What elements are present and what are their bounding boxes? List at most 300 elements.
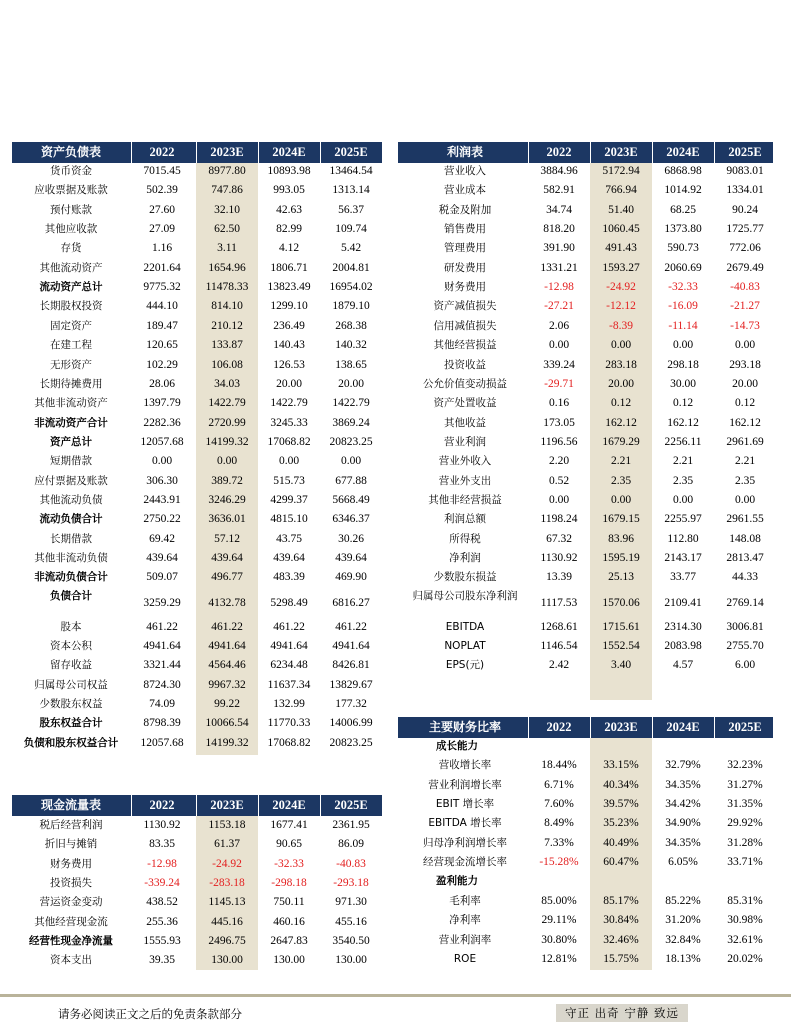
balance-cell: 12057.68 bbox=[140, 736, 184, 749]
income-cell: 1725.77 bbox=[726, 223, 764, 236]
ratios-cell: 6.05% bbox=[668, 856, 698, 869]
balance-cell: 9967.32 bbox=[208, 678, 246, 691]
ratios-row-label: EBIT 增长率 bbox=[435, 798, 495, 811]
balance-cell: 3636.01 bbox=[208, 513, 246, 526]
balance-cell: 14006.99 bbox=[329, 717, 373, 730]
balance-cell: 461.22 bbox=[211, 620, 243, 633]
income-cell: 1570.06 bbox=[602, 596, 640, 609]
income-cell: 2.21 bbox=[734, 455, 756, 468]
income-cell: 0.00 bbox=[734, 339, 756, 352]
cashflow-cell: 61.37 bbox=[214, 838, 240, 851]
balance-cell: 120.65 bbox=[146, 339, 178, 352]
cashflow-cell: 1555.93 bbox=[143, 935, 181, 948]
balance-row-label: 无形资产 bbox=[50, 358, 92, 371]
ratios-cell: 39.57% bbox=[603, 798, 639, 811]
balance-cell: 2282.36 bbox=[143, 416, 181, 429]
income-cell: 0.00 bbox=[610, 339, 632, 352]
balance-row-label: 长期待摊费用 bbox=[39, 377, 103, 390]
income-cell: 2255.97 bbox=[664, 513, 702, 526]
cashflow-title: 现金流量表 bbox=[40, 798, 101, 812]
ratios-row-label: 成长能力 bbox=[436, 740, 478, 752]
balance-cell: 20.00 bbox=[338, 377, 364, 390]
income-cell: 0.00 bbox=[672, 339, 694, 352]
ratios-cell: 8.49% bbox=[544, 817, 574, 830]
income-cell: 25.13 bbox=[608, 571, 634, 584]
income-cell: 2961.55 bbox=[726, 513, 764, 526]
balance-cell: 439.64 bbox=[211, 552, 243, 564]
cashflow-cell: 90.65 bbox=[276, 838, 302, 851]
cashflow-row-label: 其他经营现金流 bbox=[34, 915, 108, 928]
cashflow-cell: 83.35 bbox=[149, 838, 175, 851]
ratios-cell: 32.23% bbox=[727, 759, 763, 772]
balance-row-label: 负债合计 bbox=[50, 589, 92, 602]
ratios-cell bbox=[652, 872, 714, 891]
balance-row-label: 固定资产 bbox=[50, 319, 92, 332]
income-cell: 2109.41 bbox=[664, 596, 702, 609]
income-row-label: 公允价值变动损益 bbox=[423, 377, 507, 390]
balance-cell: 0.00 bbox=[340, 455, 362, 468]
cashflow-row-label: 财务费用 bbox=[50, 857, 92, 870]
balance-cell: 461.22 bbox=[273, 620, 305, 633]
income-cell: 162.12 bbox=[729, 416, 761, 429]
balance-cell: 1299.10 bbox=[270, 300, 308, 313]
income-cell: 1146.54 bbox=[540, 640, 578, 653]
balance-cell: 138.65 bbox=[335, 358, 367, 371]
balance-cell: 8426.81 bbox=[332, 659, 370, 672]
ratios-cell: 60.47% bbox=[603, 856, 639, 869]
income-cell: 1593.27 bbox=[602, 261, 640, 274]
cashflow-cell: 255.36 bbox=[146, 915, 178, 928]
ratios-cell bbox=[714, 737, 776, 756]
balance-cell: 6234.48 bbox=[270, 659, 308, 672]
income-cell: 20.00 bbox=[732, 377, 758, 390]
income-cell: 2083.98 bbox=[664, 640, 702, 653]
footer-divider bbox=[0, 994, 791, 997]
balance-cell: 2720.99 bbox=[208, 416, 246, 429]
income-cell: 2.35 bbox=[734, 474, 756, 487]
balance-cell: 28.06 bbox=[149, 377, 175, 390]
balance-cell: 17068.82 bbox=[267, 435, 311, 448]
income-row-label: 财务费用 bbox=[444, 281, 486, 294]
income-cell: 4.57 bbox=[672, 659, 694, 672]
cashflow-cell: 130.00 bbox=[211, 954, 243, 967]
ratios-cell: 30.80% bbox=[541, 933, 577, 946]
balance-cell: 2201.64 bbox=[143, 261, 181, 274]
balance-row-label: 资产总计 bbox=[50, 435, 92, 448]
income-cell: 162.12 bbox=[667, 416, 699, 429]
balance-cell: 1313.14 bbox=[332, 184, 370, 197]
ratios-row-label: 营收增长率 bbox=[438, 759, 492, 772]
income-cell: 2.06 bbox=[548, 319, 570, 332]
ratios-cell: 32.46% bbox=[603, 933, 639, 946]
balance-cell: 10066.54 bbox=[205, 717, 249, 730]
income-cell: 1198.24 bbox=[540, 513, 578, 526]
cashflow-cell: -298.18 bbox=[271, 877, 307, 890]
ratios-cell: 30.84% bbox=[603, 914, 639, 927]
ratios-cell: 31.35% bbox=[727, 798, 763, 811]
balance-cell: 993.05 bbox=[273, 184, 305, 197]
ratios-row-label: 归母净利润增长率 bbox=[423, 836, 507, 849]
ratios-cell: 31.28% bbox=[727, 836, 763, 849]
balance-column-header: 2025E bbox=[334, 145, 368, 159]
income-cell: 2.21 bbox=[672, 455, 694, 468]
balance-cell: 140.32 bbox=[335, 339, 367, 352]
income-cell: 582.91 bbox=[543, 184, 575, 197]
cashflow-cell: 130.00 bbox=[335, 954, 367, 967]
income-cell: 3884.96 bbox=[540, 165, 578, 177]
ratios-row-label: 营业利润率 bbox=[438, 933, 492, 946]
footer-motto: 守正 出奇 宁静 致远 bbox=[556, 1004, 688, 1022]
balance-cell: 4941.64 bbox=[143, 640, 181, 653]
balance-cell: 8798.39 bbox=[143, 717, 181, 730]
balance-cell: 20823.25 bbox=[329, 435, 373, 448]
balance-cell: 11770.33 bbox=[267, 717, 311, 730]
income-row-label: 营业利润 bbox=[444, 435, 486, 448]
balance-cell: 132.99 bbox=[273, 698, 305, 711]
ratios-cell: 35.23% bbox=[603, 817, 639, 830]
balance-cell: 3245.33 bbox=[270, 416, 308, 429]
income-cell: 83.96 bbox=[608, 532, 634, 545]
cashflow-cell: -32.33 bbox=[274, 857, 304, 870]
cashflow-row-label: 折旧与摊销 bbox=[44, 838, 98, 851]
balance-cell: 1806.71 bbox=[270, 261, 308, 274]
balance-cell: 189.47 bbox=[146, 319, 178, 332]
income-row-label: 利润总额 bbox=[444, 513, 486, 526]
balance-title: 资产负债表 bbox=[40, 145, 101, 159]
income-cell: -16.09 bbox=[668, 300, 698, 313]
balance-cell: 3869.24 bbox=[332, 416, 370, 429]
balance-cell: 236.49 bbox=[273, 319, 305, 332]
ratios-cell bbox=[652, 737, 714, 756]
balance-cell: 32.10 bbox=[214, 203, 240, 216]
balance-cell: 1397.79 bbox=[143, 397, 181, 410]
balance-cell: 4941.64 bbox=[270, 640, 308, 653]
balance-cell: 306.30 bbox=[146, 474, 178, 487]
ratios-row-label: ROE bbox=[453, 952, 477, 965]
ratios-row-label: 经营现金流增长率 bbox=[423, 856, 507, 869]
income-cell: -27.21 bbox=[544, 300, 574, 313]
balance-row-label: 应收票据及账款 bbox=[34, 184, 108, 197]
ratios-cell: 85.00% bbox=[541, 894, 577, 907]
ratios-cell: 29.11% bbox=[541, 914, 577, 927]
ratios-cell: 7.60% bbox=[544, 798, 574, 811]
ratios-cell: 34.42% bbox=[665, 798, 701, 811]
ratios-cell: 85.17% bbox=[603, 894, 639, 907]
cashflow-column-header: 2023E bbox=[210, 798, 244, 812]
ratios-cell: 6.71% bbox=[544, 778, 574, 791]
balance-column-header: 2024E bbox=[272, 145, 306, 159]
balance-cell: 9775.32 bbox=[143, 281, 181, 294]
balance-cell: 99.22 bbox=[214, 698, 240, 711]
cashflow-cell: -24.92 bbox=[212, 857, 242, 870]
balance-cell: 13829.67 bbox=[329, 678, 373, 691]
cashflow-cell: 86.09 bbox=[338, 838, 364, 851]
income-row-label: 投资收益 bbox=[444, 358, 486, 371]
income-cell: 0.52 bbox=[548, 474, 570, 487]
balance-row-label: 长期借款 bbox=[50, 532, 92, 545]
income-row-label: 营业外收入 bbox=[438, 455, 492, 468]
income-cell: -8.39 bbox=[609, 319, 633, 332]
income-cell: 1715.61 bbox=[602, 620, 640, 633]
cashflow-row-label: 投资损失 bbox=[50, 877, 92, 890]
income-cell: 20.00 bbox=[608, 377, 634, 390]
balance-cell: 677.88 bbox=[335, 474, 367, 487]
cashflow-cell: -12.98 bbox=[147, 857, 177, 870]
income-cell: -40.83 bbox=[730, 281, 760, 294]
income-cell: 2961.69 bbox=[726, 435, 764, 448]
income-cell: 44.33 bbox=[732, 571, 758, 584]
ratios-cell bbox=[528, 872, 590, 891]
balance-cell: 16954.02 bbox=[329, 281, 373, 294]
balance-column-header: 2023E bbox=[210, 145, 244, 159]
balance-cell: 13464.54 bbox=[329, 165, 373, 177]
balance-cell: 82.99 bbox=[276, 223, 302, 236]
balance-cell: 126.53 bbox=[273, 358, 305, 371]
income-column-header: 2024E bbox=[666, 145, 700, 159]
income-cell: -29.71 bbox=[544, 377, 574, 390]
balance-cell: 502.39 bbox=[146, 184, 178, 197]
income-cell: 1117.53 bbox=[540, 596, 578, 609]
ratios-title: 主要财务比率 bbox=[428, 720, 501, 734]
balance-cell: 3246.29 bbox=[208, 493, 246, 506]
balance-cell: 0.00 bbox=[278, 455, 300, 468]
income-cell: -11.14 bbox=[668, 319, 698, 332]
cashflow-row-label: 营运资金变动 bbox=[39, 896, 103, 909]
balance-cell: 814.10 bbox=[211, 300, 243, 313]
income-cell: 0.00 bbox=[734, 493, 756, 506]
income-cell: 173.05 bbox=[543, 416, 575, 429]
cashflow-cell: 1153.18 bbox=[208, 819, 246, 831]
balance-cell: 6346.37 bbox=[332, 513, 370, 526]
cashflow-cell: 438.52 bbox=[146, 896, 178, 909]
income-cell: 1268.61 bbox=[540, 620, 578, 633]
income-row-label: EBITDA bbox=[445, 620, 485, 633]
ratios-row-label: 盈利能力 bbox=[436, 875, 478, 888]
balance-row-label: 存货 bbox=[60, 242, 82, 255]
income-cell: 1595.19 bbox=[602, 552, 640, 564]
balance-cell: 1422.79 bbox=[208, 397, 246, 410]
balance-cell: 62.50 bbox=[214, 223, 240, 236]
income-cell: 13.39 bbox=[546, 571, 572, 584]
income-cell: 6.00 bbox=[734, 659, 756, 672]
ratios-cell: 34.90% bbox=[665, 817, 701, 830]
balance-row-label: 流动资产总计 bbox=[39, 281, 103, 294]
balance-row-label: 货币资金 bbox=[50, 165, 92, 177]
balance-cell: 4815.10 bbox=[270, 513, 308, 526]
ratios-cell: 33.71% bbox=[727, 856, 763, 869]
cashflow-column-header: 2022 bbox=[149, 798, 175, 812]
balance-cell: 1654.96 bbox=[208, 261, 246, 274]
balance-cell: 42.63 bbox=[276, 203, 302, 216]
income-cell: 1679.29 bbox=[602, 435, 640, 448]
income-cell: 34.74 bbox=[546, 203, 572, 216]
income-cell: 2143.17 bbox=[664, 552, 702, 564]
cashflow-cell: 2361.95 bbox=[332, 819, 370, 831]
balance-cell: 0.00 bbox=[151, 455, 173, 468]
ratios-cell: 33.15% bbox=[603, 759, 639, 772]
income-cell: 1130.92 bbox=[540, 552, 578, 564]
income-cell: 0.00 bbox=[610, 493, 632, 506]
balance-cell: 1422.79 bbox=[332, 397, 370, 410]
balance-cell: 389.72 bbox=[211, 474, 243, 487]
balance-row-label: 长期股权投资 bbox=[39, 300, 103, 313]
income-cell: 0.12 bbox=[610, 397, 632, 410]
income-cell: 0.00 bbox=[548, 493, 570, 506]
balance-row-label: 非流动负债合计 bbox=[34, 571, 108, 584]
income-cell: 2314.30 bbox=[664, 620, 702, 633]
income-cell: 283.18 bbox=[605, 358, 637, 371]
income-cell: 51.40 bbox=[608, 203, 634, 216]
ratios-cell bbox=[714, 872, 776, 891]
balance-cell: 469.90 bbox=[335, 571, 367, 584]
income-cell: 2256.11 bbox=[664, 435, 702, 448]
ratios-cell: 32.61% bbox=[727, 933, 763, 946]
cashflow-row-label: 资本支出 bbox=[50, 954, 92, 967]
cashflow-row-label: 经营性现金净流量 bbox=[29, 935, 113, 948]
ratios-cell: 32.84% bbox=[665, 933, 701, 946]
cashflow-cell: 1677.41 bbox=[270, 819, 308, 831]
balance-row-label: 其他应收款 bbox=[44, 223, 98, 236]
income-cell: 293.18 bbox=[729, 358, 761, 371]
balance-cell: 0.00 bbox=[216, 455, 238, 468]
balance-cell: 20.00 bbox=[276, 377, 302, 390]
income-cell: 339.24 bbox=[543, 358, 575, 371]
income-cell: 772.06 bbox=[729, 242, 761, 255]
income-cell: 90.24 bbox=[732, 203, 758, 216]
balance-cell: 3259.29 bbox=[143, 596, 181, 609]
balance-cell: 133.87 bbox=[211, 339, 243, 352]
balance-cell: 11637.34 bbox=[267, 678, 311, 691]
balance-row-label: 股本 bbox=[60, 620, 82, 633]
ratios-cell: 40.49% bbox=[603, 836, 639, 849]
balance-cell: 444.10 bbox=[146, 300, 178, 313]
balance-row-label: 流动负债合计 bbox=[39, 513, 103, 526]
balance-cell: 5.42 bbox=[340, 242, 362, 255]
balance-row-label: 少数股东权益 bbox=[39, 698, 103, 711]
balance-cell: 14199.32 bbox=[205, 736, 249, 749]
income-cell: 148.08 bbox=[729, 532, 761, 545]
balance-row-label: 留存收益 bbox=[50, 659, 92, 672]
income-cell: 0.12 bbox=[734, 397, 756, 410]
balance-cell: 515.73 bbox=[273, 474, 305, 487]
income-row-label: 管理费用 bbox=[444, 242, 486, 255]
income-row-label: 营业收入 bbox=[444, 165, 486, 177]
ratios-cell: 29.92% bbox=[727, 817, 763, 830]
cashflow-cell: -40.83 bbox=[336, 857, 366, 870]
income-cell: 2.21 bbox=[610, 455, 632, 468]
balance-cell: 6816.27 bbox=[332, 596, 370, 609]
balance-cell: 27.60 bbox=[149, 203, 175, 216]
footer-disclaimer: 请务必阅读正文之后的免责条款部分 bbox=[58, 1007, 242, 1021]
balance-cell: 210.12 bbox=[211, 319, 243, 332]
balance-cell: 109.74 bbox=[335, 223, 367, 236]
income-cell: 818.20 bbox=[543, 223, 575, 236]
balance-cell: 140.43 bbox=[273, 339, 305, 352]
cashflow-column-header: 2025E bbox=[334, 798, 368, 812]
income-cell: 112.80 bbox=[667, 532, 699, 545]
income-row-label: 资产处置收益 bbox=[433, 397, 497, 410]
balance-row-label: 其他非流动资产 bbox=[34, 397, 108, 410]
balance-cell: 20823.25 bbox=[329, 736, 373, 749]
income-cell: 491.43 bbox=[605, 242, 637, 255]
cashflow-cell: 2647.83 bbox=[270, 935, 308, 948]
ratios-cell: 85.31% bbox=[727, 894, 763, 907]
balance-cell: 3321.44 bbox=[143, 659, 181, 672]
income-cell: 3006.81 bbox=[726, 620, 764, 633]
income-column-header: 2025E bbox=[728, 145, 762, 159]
income-column-header: 2022 bbox=[546, 145, 572, 159]
income-row-label: 归属母公司股东净利润 bbox=[412, 589, 518, 602]
balance-column-header: 2022 bbox=[149, 145, 175, 159]
income-cell: 1060.45 bbox=[602, 223, 640, 236]
income-cell: 68.25 bbox=[670, 203, 696, 216]
cashflow-cell: 3540.50 bbox=[332, 935, 370, 948]
income-row-label: 税金及附加 bbox=[438, 203, 492, 216]
balance-cell: 10893.98 bbox=[267, 165, 311, 177]
income-cell: 6868.98 bbox=[664, 165, 702, 177]
cashflow-cell: 455.16 bbox=[335, 915, 367, 928]
ratios-cell: 18.44% bbox=[541, 759, 577, 772]
cashflow-cell: 445.16 bbox=[211, 915, 243, 928]
income-row-label: EPS(元) bbox=[445, 659, 485, 672]
cashflow-cell: -339.24 bbox=[144, 877, 180, 890]
income-cell: 1014.92 bbox=[664, 184, 702, 197]
income-title: 利润表 bbox=[446, 145, 483, 159]
balance-cell: 461.22 bbox=[335, 620, 367, 633]
ratios-cell: 15.75% bbox=[603, 952, 639, 965]
income-cell: 3.40 bbox=[610, 659, 632, 672]
balance-cell: 4941.64 bbox=[332, 640, 370, 653]
cashflow-column-header: 2024E bbox=[272, 798, 306, 812]
income-row-label: 营业外支出 bbox=[438, 474, 492, 487]
balance-row-label: 短期借款 bbox=[50, 455, 92, 468]
income-cell: 162.12 bbox=[605, 416, 637, 429]
income-row-label: 其他收益 bbox=[444, 416, 486, 429]
income-cell: 2769.14 bbox=[726, 596, 764, 609]
income-cell: 391.90 bbox=[543, 242, 575, 255]
balance-cell: 43.75 bbox=[276, 532, 302, 545]
balance-cell: 439.64 bbox=[273, 552, 305, 564]
balance-row-label: 在建工程 bbox=[50, 339, 92, 352]
balance-cell: 2443.91 bbox=[143, 493, 181, 506]
balance-cell: 2750.22 bbox=[143, 513, 181, 526]
balance-cell: 5668.49 bbox=[332, 493, 370, 506]
cashflow-cell: 130.00 bbox=[273, 954, 305, 967]
balance-cell: 496.77 bbox=[211, 571, 243, 584]
income-cell: 1679.15 bbox=[602, 513, 640, 526]
ratios-cell: 7.33% bbox=[544, 836, 574, 849]
balance-cell: 4132.78 bbox=[208, 596, 246, 609]
income-cell: 2060.69 bbox=[664, 261, 702, 274]
income-cell: 2679.49 bbox=[726, 261, 764, 274]
cashflow-cell: -283.18 bbox=[209, 877, 245, 890]
income-cell: 298.18 bbox=[667, 358, 699, 371]
income-row-label: 销售费用 bbox=[444, 223, 486, 236]
income-cell: -12.12 bbox=[606, 300, 636, 313]
ratios-cell: 32.79% bbox=[665, 759, 701, 772]
balance-cell: 2004.81 bbox=[332, 261, 370, 274]
income-cell: 1552.54 bbox=[602, 640, 640, 653]
cashflow-cell: 1130.92 bbox=[143, 819, 181, 831]
balance-row-label: 股东权益合计 bbox=[39, 717, 103, 730]
balance-cell: 11478.33 bbox=[205, 281, 249, 294]
balance-cell: 8724.30 bbox=[143, 678, 181, 691]
income-cell: 1334.01 bbox=[726, 184, 764, 197]
ratios-cell: 85.22% bbox=[665, 894, 701, 907]
balance-cell: 4.12 bbox=[278, 242, 300, 255]
balance-row-label: 归属母公司权益 bbox=[34, 678, 108, 691]
income-row-label: 少数股东损益 bbox=[433, 571, 497, 584]
